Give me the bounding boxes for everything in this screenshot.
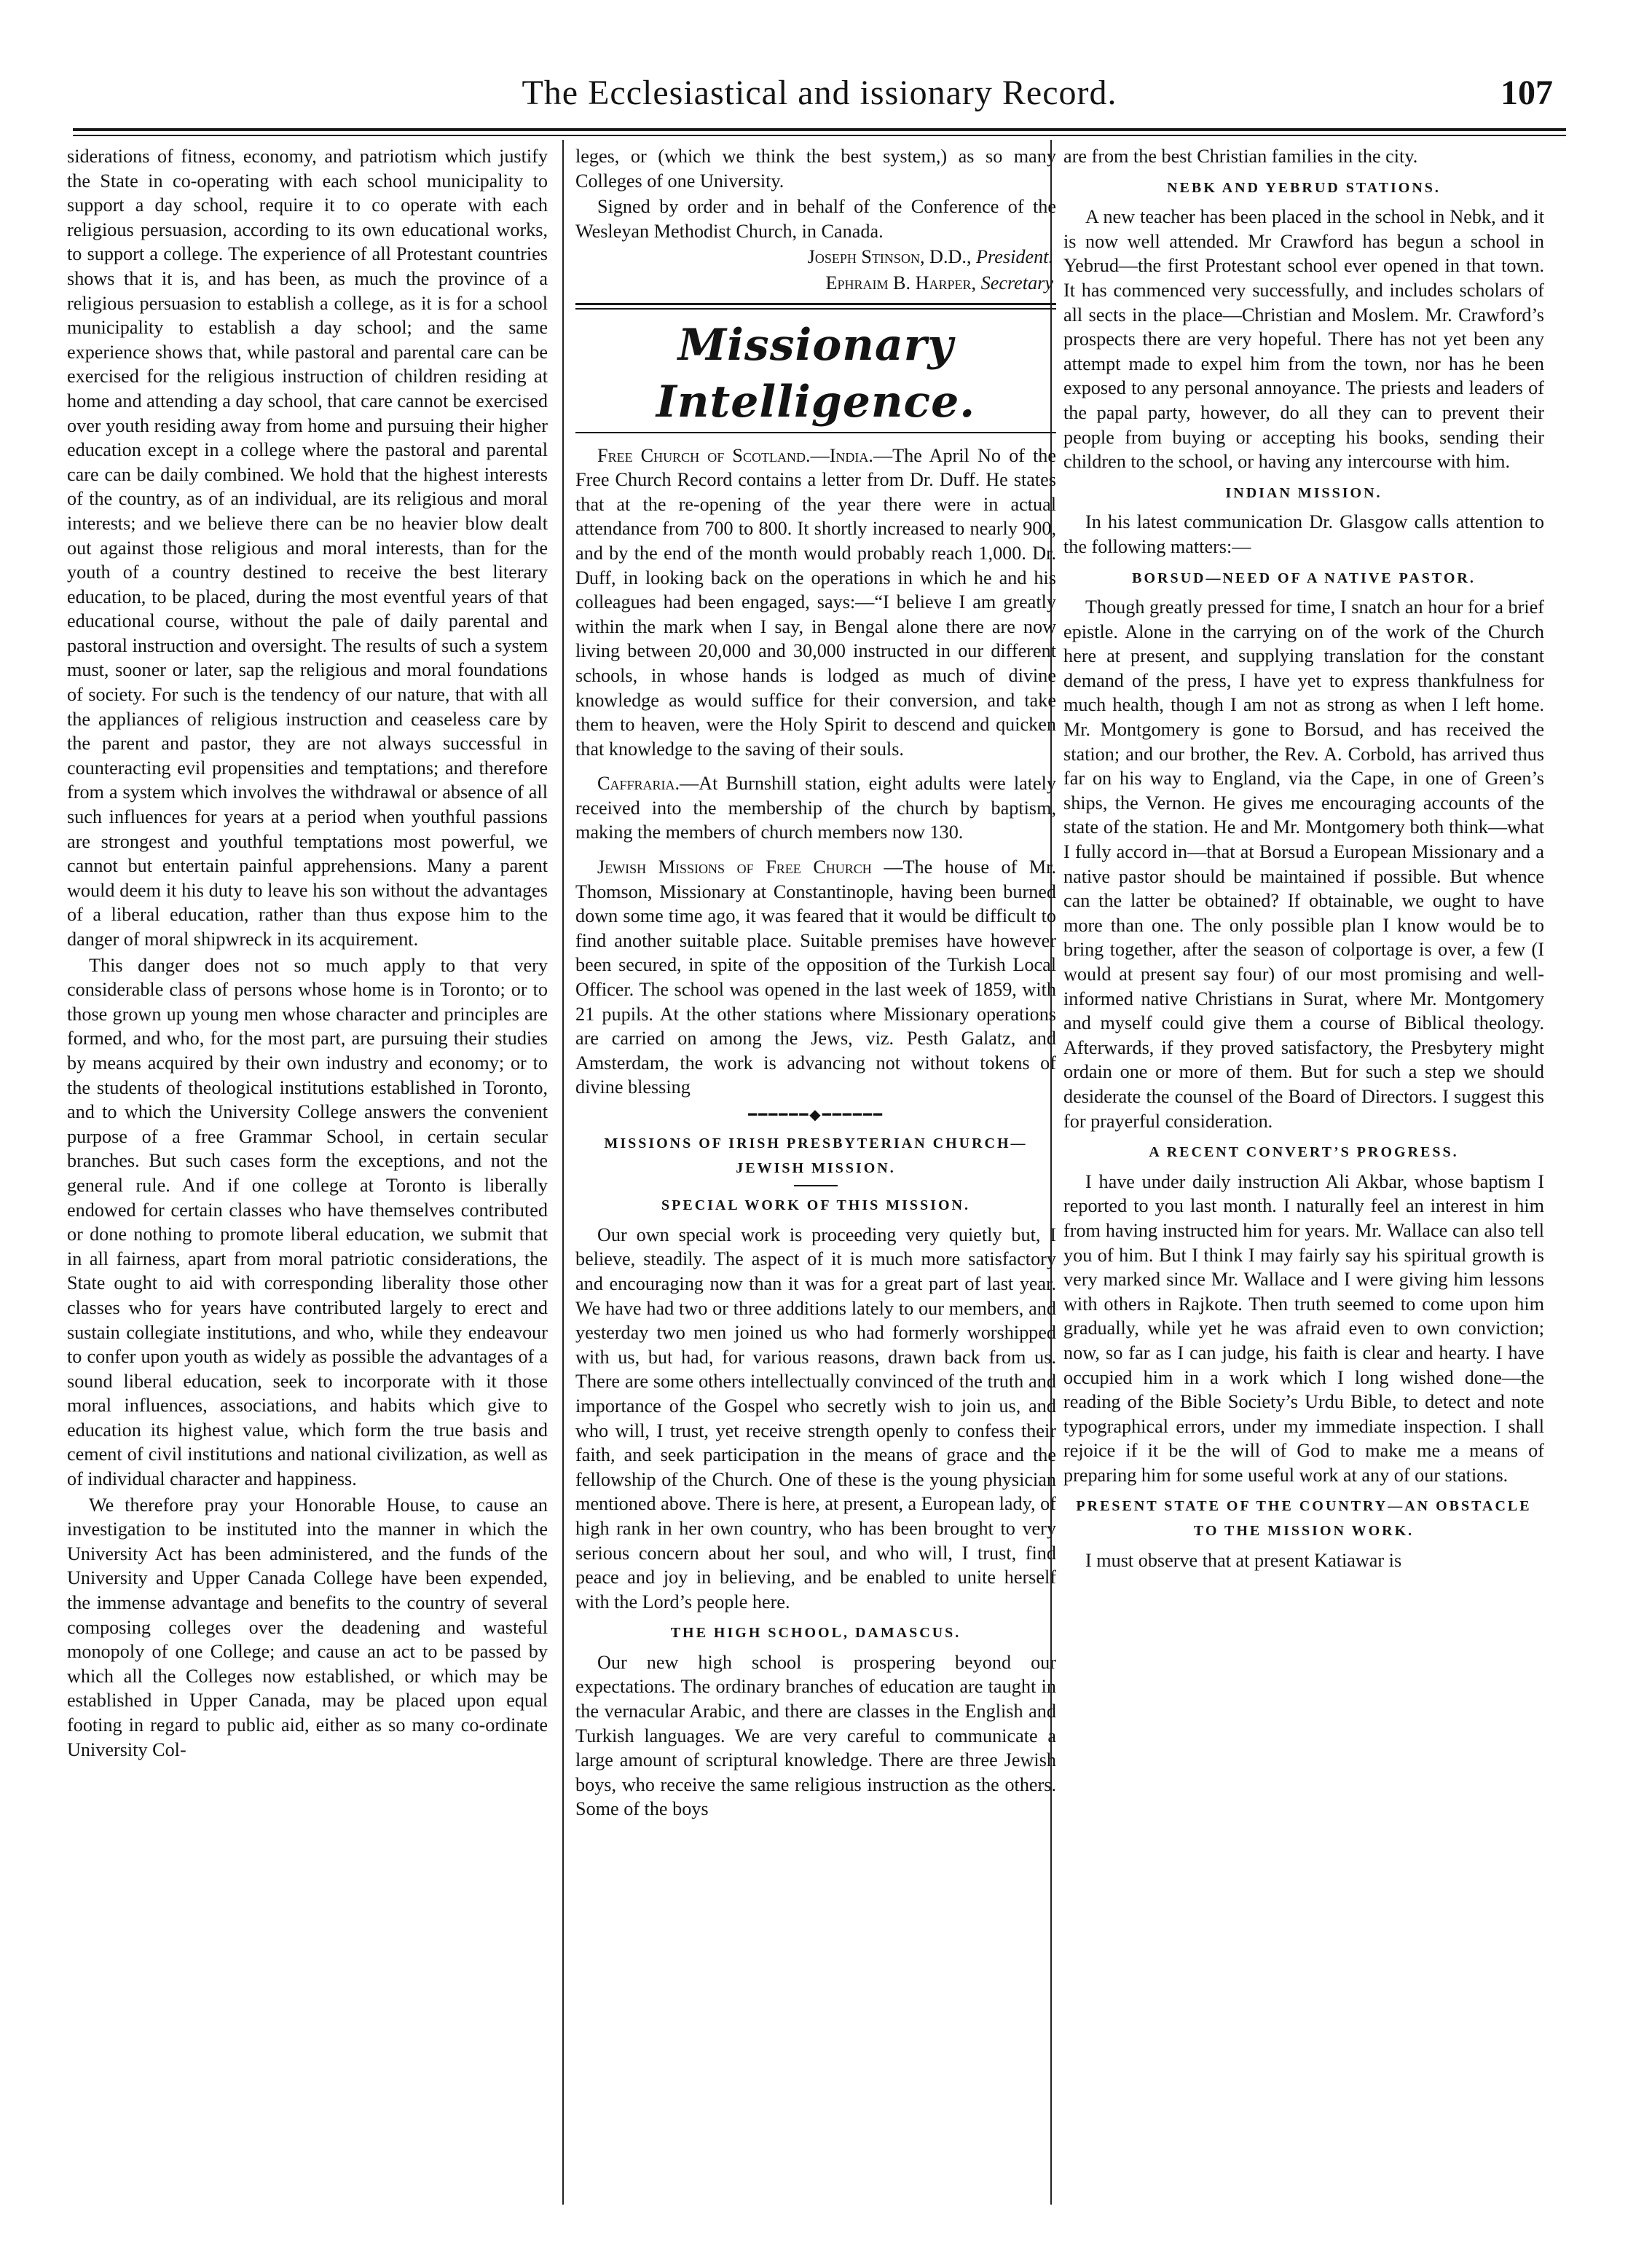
section-rule-top	[575, 303, 1056, 305]
nebk-heading: NEBK AND YEBRUD STATIONS.	[1167, 179, 1441, 196]
signed-statement: Signed by order and in behalf of the Conference of the Wesleyan Methodist Church, in Canada.	[575, 196, 1056, 242]
irish-mission-rule	[794, 1185, 838, 1186]
jewish-missions-text: The house of Mr. Thomson, Missionary at Constantinople, having been burned down some time ago, it was feared that it would be difficult to find another suitable place. Suitable premises have however been secured, in spite of the opposition of the Turkish Local Officer. The school was opened in the last week of 1859, with 21 pupils. At the other stations where Missionary operations are carried on among the Jews, viz. Pesth Galatz, and Amsterdam, the work is advancing not without tokens of divine blessing	[575, 856, 1056, 1098]
ornamental-divider: ━━━━━━◆━━━━━━	[748, 1107, 884, 1123]
caffraria-item	[575, 771, 1056, 845]
special-work-text: Our own special work is proceeding very quietly but, I believe, steadily. The aspect of it is much more satisfactory and encouraging now than it was for a great part of last year. We have had two or three additions lately to our members, and yesterday two men joined us who had formerly worshipped with us, but had, for various reasons, drawn back from us. There are some others intellectually convinced of the truth and importance of the Gospel who secretly wish to join us, and who will, I trust, yet receive strength openly to confess their faith, and seek participation in the means of grace and the fellowship of the Church. One of these is the young physician mentioned above. There is here, at present, a European lady, of high rank in her own country, who has been brought to very serious concern about her soul, and who will, I trust, find peace and joy in believing, and be enabled to unite herself with the Lord’s people here.	[575, 1224, 1056, 1612]
col1-paragraph-2: This danger does not so much apply to that very considerable class of persons whose home is in Toronto; or to those grown up young men whose character and principles are formed, and who, for the most part, are pursuing their studies by means acquired by their own industry and economy; or to the students of theological institutions established in Toronto, and to which the University College answers the convenient purpose of a free Grammar School, in certain secular branches. But such cases form the exceptions, and not the general rule. And if one college at Toronto is liberally endowed for certain classes who have themselves contributed or done nothing to promote liberal education, we submit that in all fairness, apart from moral patriotic considerations, the State ought to aid with corresponding liberality those other classes who for years have contributed largely to erect and sustain collegiate institutions, and who, while they endeavour to confer upon youth as widely as possible the advantages of a sound liberal education, seek to incorporate with it those moral influences, associations, and habits which give to education its highest value, which form the true basis and cement of civil institutions and national civilization, as well as of individual character and happiness.	[67, 954, 548, 1490]
section-title: Missionary Intelligence.	[656, 319, 976, 428]
present-state-text: I must observe that at present Katiawar is	[1085, 1549, 1402, 1571]
indian-mission-heading: INDIAN MISSION.	[1225, 484, 1382, 501]
col1-paragraph-3: We therefore pray your Honorable House, to cause an investigation to be instituted into the manner in which the University Act has been administered, and the funds of the University and Upper Canada College have been expended, the immense advantage and benefits to the country of several composing colleges over the deadening and wasteful monopoly of one College; and cause an act to be passed by which all the Colleges now established, or which may be established in Upper Canada, may be placed upon equal footing in regard to public aid, either as so many co-ordinate University Col-	[67, 1494, 548, 1760]
high-school-heading: THE HIGH SCHOOL, DAMASCUS.	[670, 1625, 961, 1642]
header-rule-thick	[73, 128, 1566, 131]
column-3	[1063, 144, 1544, 1572]
signer-president	[575, 245, 1056, 269]
page-number: 107	[1500, 74, 1553, 112]
section-rule-top-thin	[575, 308, 1056, 310]
special-work-heading: SPECIAL WORK OF THIS MISSION.	[661, 1197, 970, 1214]
signer-secretary-name: Ephraim B. Harper,	[825, 272, 977, 294]
borsud-text: Though greatly pressed for time, I snatch an hour for a brief epistle. Alone in the carrying on of the work of the Church here at present, and supplying translation for the constant demand of the press, I have yet to express thankfulness for much health, though I am not as strong as when I left home. Mr. Montgomery is gone to Borsud, and has received the station; and our brother, the Rev. A. Corbold, has arrived thus far on his way to England, via the Cape, in one of Green’s ships, the Vernon. He gives me encouraging accounts of the state of the station. He and Mr. Montgomery both think—what I fully accord in—that at Borsud a European Missionary and a native pastor should be maintained if possible. But whence can the latter be obtained? If obtainable, we ought to have more than one. The only possible plan I know would be to bring together, after the season of colportage is over, a few (I would at present say four) of our most promising and well-informed native Christians in Surat, where Mr. Montgomery and myself could give them a course of Biblical theology. Afterwards, if they proved satisfactory, the Presbytery might ordain one or more of them. But for such a step we should desiderate the counsel of the Board of Directors. I suggest this for prayerful consideration.	[1063, 596, 1544, 1132]
signer-secretary-role: Secretary	[980, 272, 1053, 294]
present-state-heading: PRESENT STATE OF THE COUNTRY—AN OBSTACLE TO THE MISSION WORK.	[1076, 1498, 1532, 1540]
running-header	[80, 73, 1559, 124]
column-divider-1	[562, 140, 564, 2205]
column-2	[575, 144, 1056, 1821]
convert-text: I have under daily instruction Ali Akbar, whose baptism I reported to you last month. I naturally feel an interest in him from having instructed him for years. Mr. Wallace can also tell you of him. But I think I may fairly say his spiritual growth is very marked since Mr. Wallace and I were giving him lessons with others in Rajkote. Then truth seemed to come upon him gradually, while yet he was afraid even to own conviction; now, so far as I can judge, his faith is clear and hearty. I have occupied him in a work which I long wished done—the reading of the Bible Society’s Urdu Bible, to detect and note typographical errors, under my immediate inspection. I shall rejoice if it be the will of God to make me a means of preparing him for some useful work at any of our stations.	[1063, 1170, 1544, 1486]
running-title: The Ecclesiastical and issionary Record.	[522, 74, 1117, 112]
convert-heading: A RECENT CONVERT’S PROGRESS.	[1149, 1144, 1459, 1161]
col2-opening: leges, or (which we think the best system,) as so many Colleges of one University.	[575, 146, 1056, 192]
free-church-india-lead: Free Church of Scotland.—India.—	[597, 444, 893, 466]
signer-president-name: Joseph Stinson, D.D.,	[807, 246, 972, 268]
high-school-text: Our new high school is prospering beyond our expectations. The ordinary branches of education are taught in the vernacular Arabic, and there are classes in the English and Turkish languages. We are very careful to communicate a large amount of scriptural knowledge. There are three Jewish boys, who receive the same religious instruction as the others. Some of the boys	[575, 1651, 1056, 1820]
jewish-missions-lead: Jewish Missions of Free Church —	[597, 856, 903, 878]
signer-secretary	[575, 271, 1056, 296]
col1-paragraph-1: siderations of fitness, economy, and patriotism which justify the State in co-operating with each school municipality to support a day school, require it to co operate with each religious persuasion, according to its own educational works, to support a college. The experience of all Protestant countries shows that it is, and has been, as much the province of a religious persuasion to establish a college, as it is for a school municipality to establish a day school; and the same experience shows that, while pastoral and parental care can be exercised for the religious instruction of children residing at home and attending a day school, that care cannot be exercised over youth residing away from home and pursuing their higher education except in a college where the pastoral and parental care can be daily combined. We hold that the highest interests of the country, as of an individual, are its religious and moral interests; and we believe there can be no heavier blow dealt out against those religious and moral interests, than for the youth of a country destined to receive the best literary education, to be placed, during the most eventful years of that educational course, without the pale of daily parental and pastoral instruction and oversight. The results of such a system must, sooner or later, sap the religious and moral foundations of society. For such is the tendency of our nature, that with all the appliances of religious instruction and ceaseless care by the parent and pastor, they are not always successful in counteracting evil propensities and temptations; and therefore from a system which involves the withdrawal or absence of all such influences for years at a period when youthful passions are strongest and youthful temptations most powerful, we cannot but entertain painful apprehensions. Many a parent would deem it his duty to leave his son without the advantages of a liberal education, rather than thus expose him to the danger of moral shipwreck in its acquirement.	[67, 146, 548, 950]
free-church-india-text: The April No of the Free Church Record contains a letter from Dr. Duff. He states that at the re-opening of the year there were in actual attendance from 700 to 800. It shortly increased to nearly 900, and by the end of the month would probably reach 1,000. Dr. Duff, in looking back on the operations in which he and his colleagues had been engaged, says:—“I believe I am greatly within the mark when I say, in Bengal alone there are now living between 20,000 and 30,000 instructed in our different schools, in whose hands is lodged as much of divine knowledge as would suffice for their conversion, and take them to heaven, were the Holy Spirit to descend and quicken that knowledge to the saving of their souls.	[575, 444, 1056, 760]
jewish-missions-item	[575, 855, 1056, 1100]
nebk-text: A new teacher has been placed in the school in Nebk, and it is now well attended. Mr Crawford has begun a school in Yebrud—the first Protestant school ever opened in that town. It has commenced very successfully, and includes scholars of all sects in the place—Christian and Moslem. Mr. Crawford’s prospects there are very hopeful. There has not yet been any attempt made to expel him from the town, nor has he been exposed to any personal annoyance. The priests and leaders of the papal party, however, do all they can to prevent their people from buying or accepting his books, sending their children to the school, or having any intercourse with him.	[1063, 206, 1544, 473]
irish-mission-heading: MISSIONS OF IRISH PRESBYTERIAN CHURCH—JEWISH MISSION.	[604, 1135, 1028, 1176]
signer-president-role: President.	[976, 246, 1053, 268]
caffraria-lead: Caffraria.—	[597, 773, 699, 795]
borsud-heading: BORSUD—NEED OF A NATIVE PASTOR.	[1132, 570, 1476, 586]
section-rule-bottom	[575, 432, 1056, 433]
column-1	[67, 144, 548, 1762]
header-rule-thin	[73, 135, 1566, 136]
col3-opening: are from the best Christian families in the city.	[1063, 146, 1418, 167]
caffraria-text: At Burnshill station, eight adults were lately received into the membership of the church by baptism, making the members of church members now 130.	[575, 773, 1056, 843]
indian-mission-text: In his latest communication Dr. Glasgow calls attention to the following matters:—	[1063, 511, 1544, 557]
free-church-india-item	[575, 444, 1056, 762]
